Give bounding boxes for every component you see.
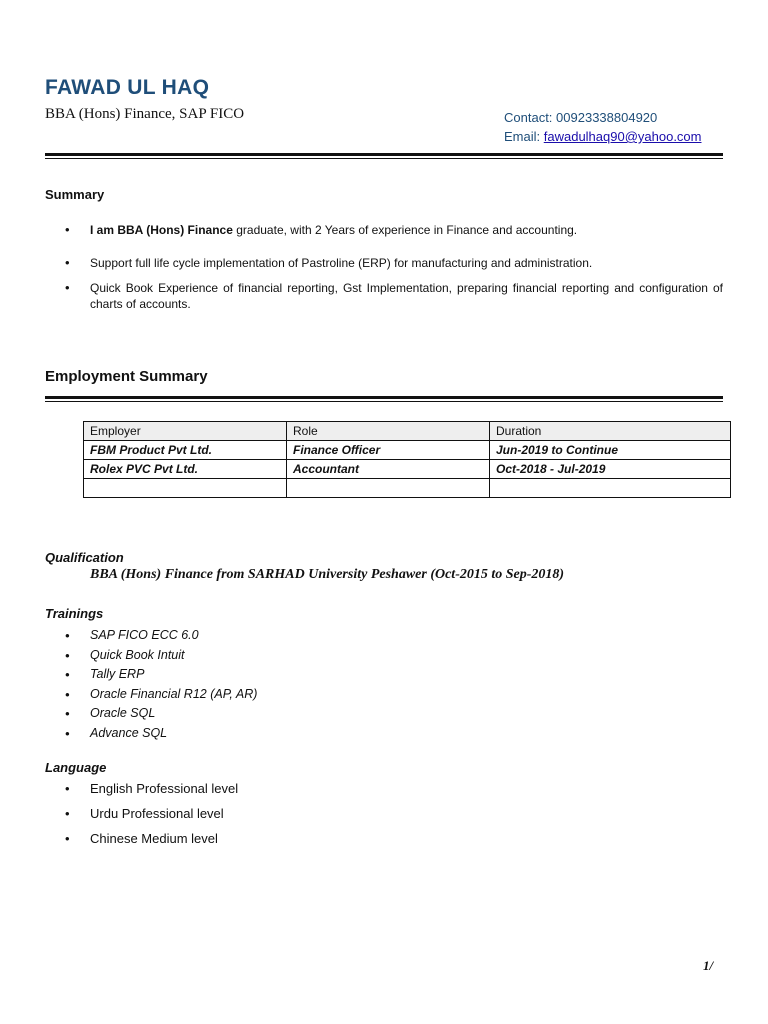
cell-duration: Oct-2018 - Jul-2019 xyxy=(490,460,731,479)
language-heading: Language xyxy=(45,760,107,775)
cell-role: Accountant xyxy=(287,460,490,479)
email-label: Email: xyxy=(504,129,541,144)
summary-item-text: Support full life cycle implementation of Pastroline (ERP) for manufacturing and administration. xyxy=(90,256,593,270)
cell-employer xyxy=(84,479,287,498)
list-item: • Tally ERP xyxy=(45,665,257,685)
list-item xyxy=(45,280,723,312)
summary-heading: Summary xyxy=(45,187,105,202)
list-item: • Advance SQL xyxy=(45,724,257,744)
cell-employer: Rolex PVC Pvt Ltd. xyxy=(84,460,287,479)
summary-item-text: graduate, with 2 Years of experience in Finance and accounting. xyxy=(232,223,578,237)
column-header-employer: Employer xyxy=(84,422,287,441)
column-header-duration: Duration xyxy=(490,422,731,441)
qualification-heading: Qualification xyxy=(45,550,124,565)
email-link[interactable]: fawadulhaq90@yahoo.com xyxy=(543,129,702,144)
list-item: • Chinese Medium level xyxy=(45,826,238,851)
candidate-name: FAWAD UL HAQ xyxy=(45,76,210,99)
table-header-row xyxy=(84,422,731,441)
degree-title: BBA (Hons) Finance, SAP FICO xyxy=(45,106,245,122)
list-item: • Oracle Financial R12 (AP, AR) xyxy=(45,685,257,705)
email-line xyxy=(504,127,702,146)
list-item: • Oracle SQL xyxy=(45,704,257,724)
contact-phone: 00923338804920 xyxy=(556,110,658,125)
employment-table xyxy=(83,421,731,498)
contact-block xyxy=(504,108,702,146)
trainings-heading: Trainings xyxy=(45,606,104,621)
cell-role xyxy=(287,479,490,498)
employment-divider-thick xyxy=(45,396,723,399)
summary-list xyxy=(45,222,723,329)
header-divider-thin xyxy=(45,158,723,159)
list-item: • English Professional level xyxy=(45,776,238,801)
list-item: • Quick Book Intuit xyxy=(45,646,257,666)
language-list xyxy=(45,776,238,851)
cell-employer: FBM Product Pvt Ltd. xyxy=(84,441,287,460)
trainings-list xyxy=(45,626,257,743)
list-item: • SAP FICO ECC 6.0 xyxy=(45,626,257,646)
table-row xyxy=(84,441,731,460)
table-row xyxy=(84,460,731,479)
header-divider-thick xyxy=(45,153,723,156)
list-item xyxy=(45,255,723,271)
list-item xyxy=(45,222,723,238)
list-item: • Urdu Professional level xyxy=(45,801,238,826)
employment-heading: Employment Summary xyxy=(45,368,208,385)
cell-duration: Jun-2019 to Continue xyxy=(490,441,731,460)
cell-role: Finance Officer xyxy=(287,441,490,460)
contact-line xyxy=(504,108,702,127)
employment-divider-thin xyxy=(45,401,723,402)
contact-label: Contact: xyxy=(504,110,553,125)
table-row xyxy=(84,479,731,498)
page-number: 1/ xyxy=(703,958,714,973)
summary-item-bold: I am BBA (Hons) Finance xyxy=(90,223,233,237)
cell-duration xyxy=(490,479,731,498)
qualification-text: BBA (Hons) Finance from SARHAD University Peshawer (Oct-2015 to Sep-2018) xyxy=(90,567,565,582)
summary-item-text: Quick Book Experience of financial reporting, Gst Implementation, preparing financial reporting and configuration of charts of accounts. xyxy=(90,281,723,311)
column-header-role: Role xyxy=(287,422,490,441)
